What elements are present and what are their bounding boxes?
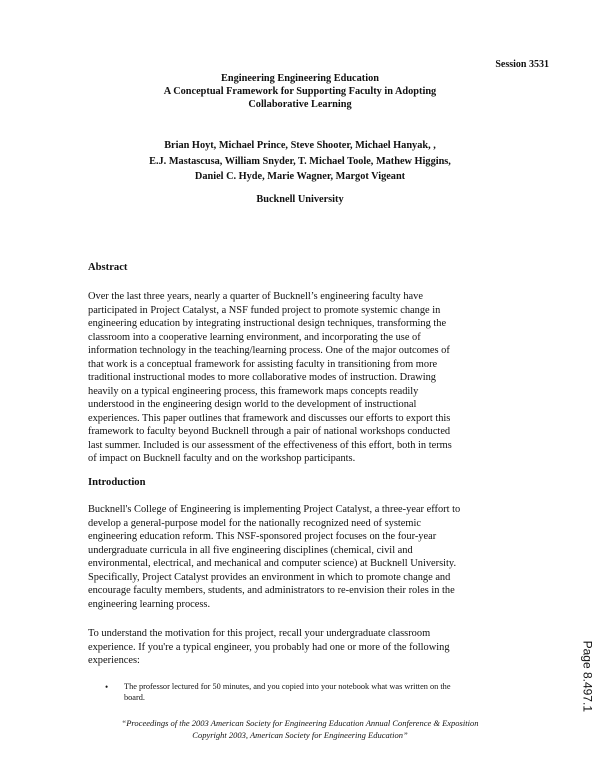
footer-line: “Proceedings of the 2003 American Society for Engineering Education Annual Conference & Exposition (121, 718, 479, 728)
intro-line: Bucknell's College of Engineering is implementing Project Catalyst, a three-year effort to (88, 504, 461, 515)
title-line: A Conceptual Framework for Supporting Faculty in Adopting (163, 86, 437, 97)
intro-line: undergraduate curricula in all five engineering disciplines (chemical, civil and (88, 544, 413, 556)
abstract-line: classroom into a cooperative learning environment, and incorporating the use of (88, 331, 421, 343)
bullet-line: board. (124, 693, 145, 702)
bullet-line: The professor lectured for 50 minutes, and you copied into your notebook what was written on the (124, 682, 451, 691)
affiliation: Bucknell University (256, 194, 344, 205)
author-line: Daniel C. Hyde, Marie Wagner, Margot Vigeant (194, 171, 406, 182)
intro-line: environmental, electrical, and mechanical and computer science) at Bucknell University. (88, 558, 457, 569)
abstract-heading: Abstract (88, 262, 128, 273)
abstract-line: Over the last three years, nearly a quarter of Bucknell’s engineering faculty have (88, 291, 423, 302)
abstract-line: participated in Project Catalyst, a NSF funded project to promote systemic change in (88, 304, 441, 316)
bullet-icon: • (105, 682, 109, 692)
abstract-line: information technology in the teaching/learning process. One of the major outcomes of (88, 345, 450, 356)
bullet-text (124, 681, 524, 703)
abstract-line: understood in the engineering design world to the development of instructional (88, 399, 417, 410)
session-number: Session 3531 (495, 59, 549, 70)
introduction-paragraph-2 (88, 627, 520, 668)
intro-line: experience. If you're a typical engineer, you probably had one or more of the following (88, 641, 450, 653)
intro-line: Specifically, Project Catalyst provides an environment in which to promote change and (88, 571, 451, 583)
abstract-line: framework to faculty beyond Bucknell through a pair of national workshops conducted (88, 426, 451, 437)
intro-line: engineering learning process. (88, 598, 211, 610)
intro-line: develop a general-purpose model for the nationally recognized need of systemic (88, 517, 421, 529)
abstract-line: that work is a conceptual framework for assisting faculty in transitioning from more (88, 358, 438, 370)
introduction-heading: Introduction (88, 477, 146, 488)
proceedings-footer (0, 718, 600, 741)
author-line: Brian Hoyt, Michael Prince, Steve Shooter, Michael Hanyak, , (164, 140, 436, 151)
title-line: Collaborative Learning (248, 99, 352, 110)
abstract-line: of impact on Bucknell faculty and on the workshop participants. (88, 453, 356, 464)
intro-line: To understand the motivation for this project, recall your undergraduate classroom (88, 628, 431, 639)
intro-line: encourage faculty members, students, and administrators to re-envision their roles in the (88, 585, 455, 596)
page-number: Page 8.497.1 (580, 640, 594, 712)
abstract-line: last summer. Included is our assessment of the effectiveness of this effort, both in terms (88, 439, 452, 451)
paper-title (0, 72, 600, 111)
abstract-line: experiences. This paper outlines that framework and discusses our efforts to export this (88, 412, 451, 424)
footer-line: Copyright 2003, American Society for Engineering Education” (192, 729, 408, 740)
author-list (0, 138, 600, 185)
intro-line: experiences: (88, 655, 140, 666)
abstract-line: traditional instructional modes to more collaborative modes of instruction. Drawing (88, 372, 437, 383)
title-line: Engineering Engineering Education (221, 73, 379, 84)
intro-line: engineering education reform. This NSF-sponsored project focuses on the four-year (88, 531, 437, 542)
abstract-line: heavily on a typical engineering process, this framework maps concepts readily (88, 385, 419, 397)
author-line: E.J. Mastascusa, William Snyder, T. Michael Toole, Mathew Higgins, (149, 155, 451, 167)
introduction-paragraph-1 (88, 503, 520, 611)
abstract-body (88, 290, 520, 466)
abstract-line: engineering education by integrating instructional design techniques, transforming the (88, 318, 447, 329)
